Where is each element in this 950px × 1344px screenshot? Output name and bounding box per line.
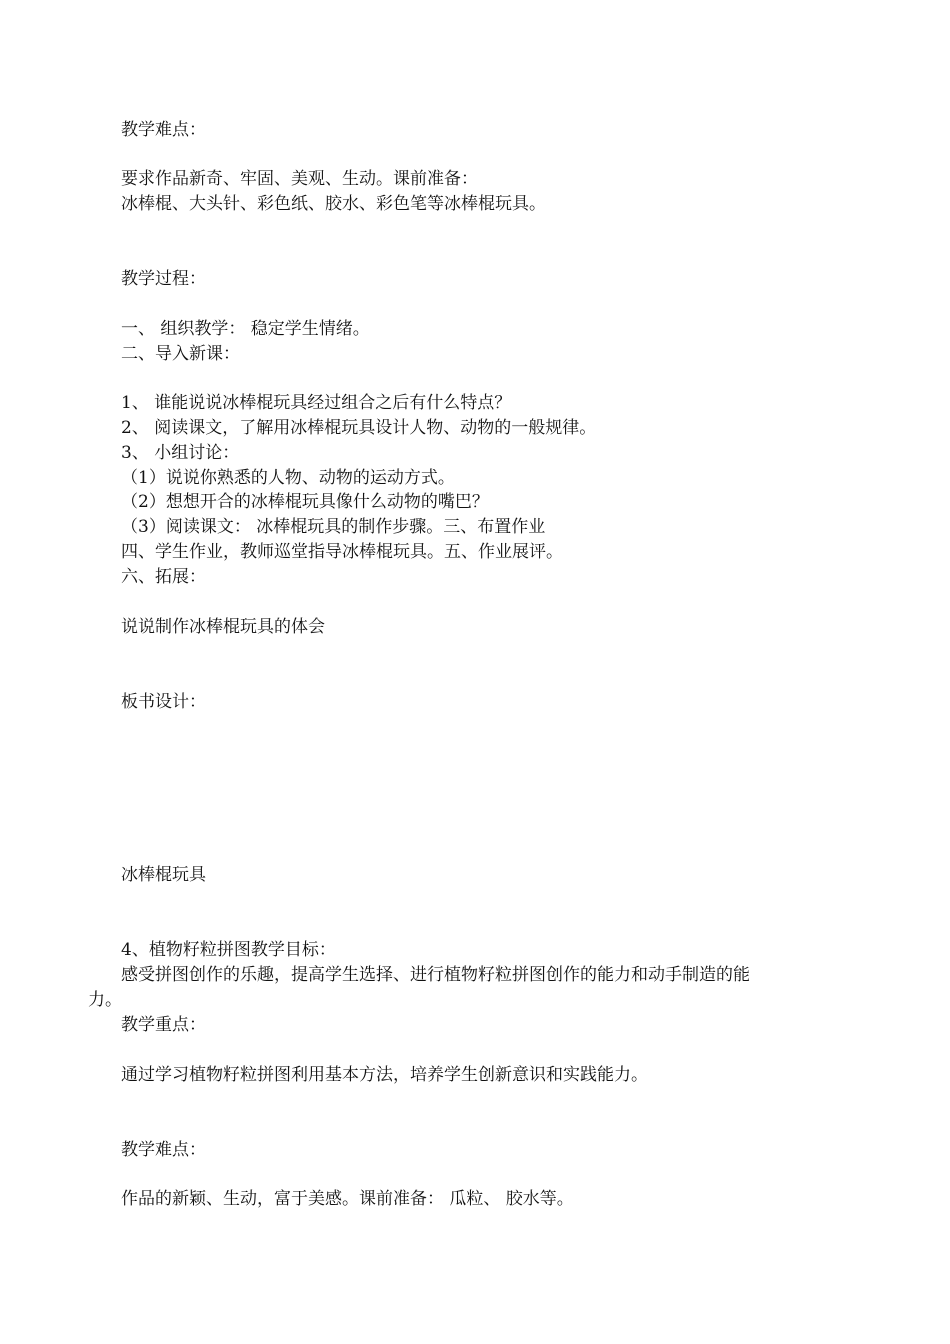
paragraph-objectives: 感受拼图创作的乐趣，提高学生选择、进行植物籽粒拼图创作的能力和动手制造的能 (121, 965, 750, 985)
list-item: 1、 谁能说说冰棒棍玩具经过组合之后有什么特点？ (121, 393, 512, 413)
list-item: 3、 小组讨论： (121, 443, 240, 463)
list-item: （3）阅读课文： 冰棒棍玩具的制作步骤。三、布置作业 (121, 517, 546, 537)
paragraph-materials: 冰棒棍、大头针、彩色纸、胶水、彩色笔等冰棒棍玩具。 (121, 194, 546, 214)
step-organize: 一、 组织教学： 稳定学生情绪。 (121, 319, 370, 339)
list-item: （2）想想开合的冰棒棍玩具像什么动物的嘴巴？ (121, 492, 489, 512)
step-extension: 六、拓展： (121, 567, 206, 587)
heading-teaching-process: 教学过程： (121, 269, 206, 289)
board-title: 冰棒棍玩具 (121, 865, 206, 885)
paragraph-reflection: 说说制作冰棒棍玩具的体会 (121, 617, 325, 637)
heading-teaching-difficulty-2: 教学难点： (121, 1140, 206, 1160)
step-introduce: 二、导入新课： (121, 344, 240, 364)
paragraph-objectives-continued: 力。 (88, 990, 122, 1010)
list-item: 2、 阅读课文，了解用冰棒棍玩具设计人物、动物的一般规律。 (121, 418, 597, 438)
heading-board-design: 板书设计： (121, 692, 206, 712)
step-student-work: 四、学生作业，教师巡堂指导冰棒棍玩具。五、作业展评。 (121, 542, 563, 562)
heading-teaching-difficulty: 教学难点： (121, 120, 206, 140)
list-item: （1）说说你熟悉的人物、动物的运动方式。 (121, 468, 455, 488)
paragraph-difficulty-preparation: 作品的新颖、生动，富于美感。课前准备： 瓜粒、 胶水等。 (121, 1189, 574, 1209)
heading-lesson-4: 4、植物籽粒拼图教学目标： (121, 940, 336, 960)
paragraph-key-points: 通过学习植物籽粒拼图利用基本方法，培养学生创新意识和实践能力。 (121, 1065, 648, 1085)
heading-key-points: 教学重点： (121, 1015, 206, 1035)
paragraph-requirements: 要求作品新奇、牢固、美观、生动。课前准备： (121, 169, 478, 189)
